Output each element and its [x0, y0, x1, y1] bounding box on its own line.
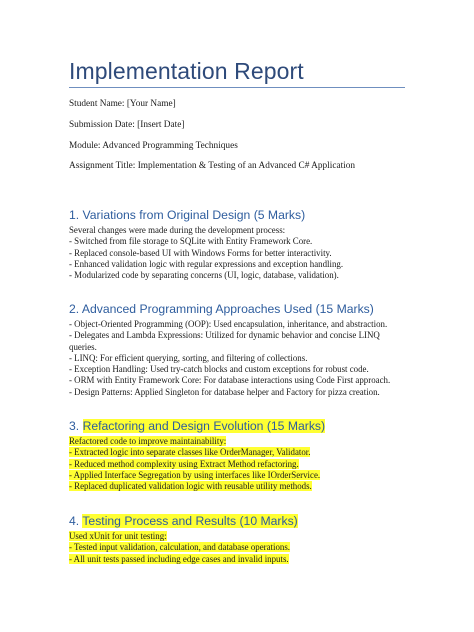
section-3-line: - Reduced method complexity using Extract Method refactoring.: [69, 458, 299, 469]
module-line: Module: Advanced Programming Techniques: [69, 141, 238, 151]
section-2-line: - Design Patterns: Applied Singleton for database helper and Factory for pizza creation.: [69, 386, 380, 397]
section-2-heading: 2. Advanced Programming Approaches Used (15 Marks): [69, 302, 374, 316]
section-1-line: Several changes were made during the development process:: [69, 225, 286, 235]
section-3-heading-number: 3.: [69, 419, 80, 433]
section-4-line: - All unit tests passed including edge cases and invalid inputs.: [69, 553, 289, 564]
section-3-line: - Applied Interface Segregation by using interfaces like IOrderService.: [69, 469, 321, 480]
section-3-line: Refactored code to improve maintainability:: [69, 436, 227, 446]
document-title: Implementation Report: [69, 58, 304, 84]
section-2-body: [69, 319, 409, 398]
section-3-heading-text: Refactoring and Design Evolution (15 Marks): [82, 419, 326, 433]
assignment-title-line: Assignment Title: Implementation & Testing of an Advanced C# Application: [69, 161, 356, 171]
section-1-body: [69, 225, 409, 281]
section-3-line: - Extracted logic into separate classes like OrderManager, Validator.: [69, 447, 311, 458]
section-2-line: - Exception Handling: Used try-catch blocks and custom exceptions for robust code.: [69, 364, 369, 375]
section-2-line: - ORM with Entity Framework Core: For database interactions using Code First approach.: [69, 375, 391, 386]
section-4-line: Used xUnit for unit testing:: [69, 531, 167, 541]
section-3-body: [69, 436, 409, 492]
section-3-heading: [69, 419, 325, 433]
section-2-line: - Object-Oriented Programming (OOP): Used encapsulation, inheritance, and abstraction.: [69, 319, 388, 329]
section-4-heading: [69, 514, 298, 528]
submission-date-line: Submission Date: [Insert Date]: [69, 120, 185, 130]
title-underline: [69, 87, 405, 88]
section-1-heading: 1. Variations from Original Design (5 Marks): [69, 208, 306, 222]
section-4-heading-number: 4.: [69, 514, 80, 528]
section-2-line: - LINQ: For efficient querying, sorting, and filtering of collections.: [69, 352, 308, 363]
section-1-line: - Enhanced validation logic with regular expressions and exception handling.: [69, 258, 344, 269]
section-4-heading-text: Testing Process and Results (10 Marks): [82, 514, 298, 528]
section-2-line: - Delegates and Lambda Expressions: Utilized for dynamic behavior and concise LINQ queries.: [69, 330, 380, 352]
student-name-line: Student Name: [Your Name]: [69, 99, 176, 109]
section-4-body: [69, 531, 409, 565]
section-1-line: - Replaced console-based UI with Windows Forms for better interactivity.: [69, 247, 332, 258]
section-4-line: - Tested input validation, calculation, and database operations.: [69, 542, 291, 553]
section-1-line: - Modularized code by separating concerns (UI, logic, database, validation).: [69, 270, 339, 281]
section-3-line: - Replaced duplicated validation logic with reusable utility methods.: [69, 481, 312, 492]
section-1-line: - Switched from file storage to SQLite with Entity Framework Core.: [69, 236, 313, 247]
